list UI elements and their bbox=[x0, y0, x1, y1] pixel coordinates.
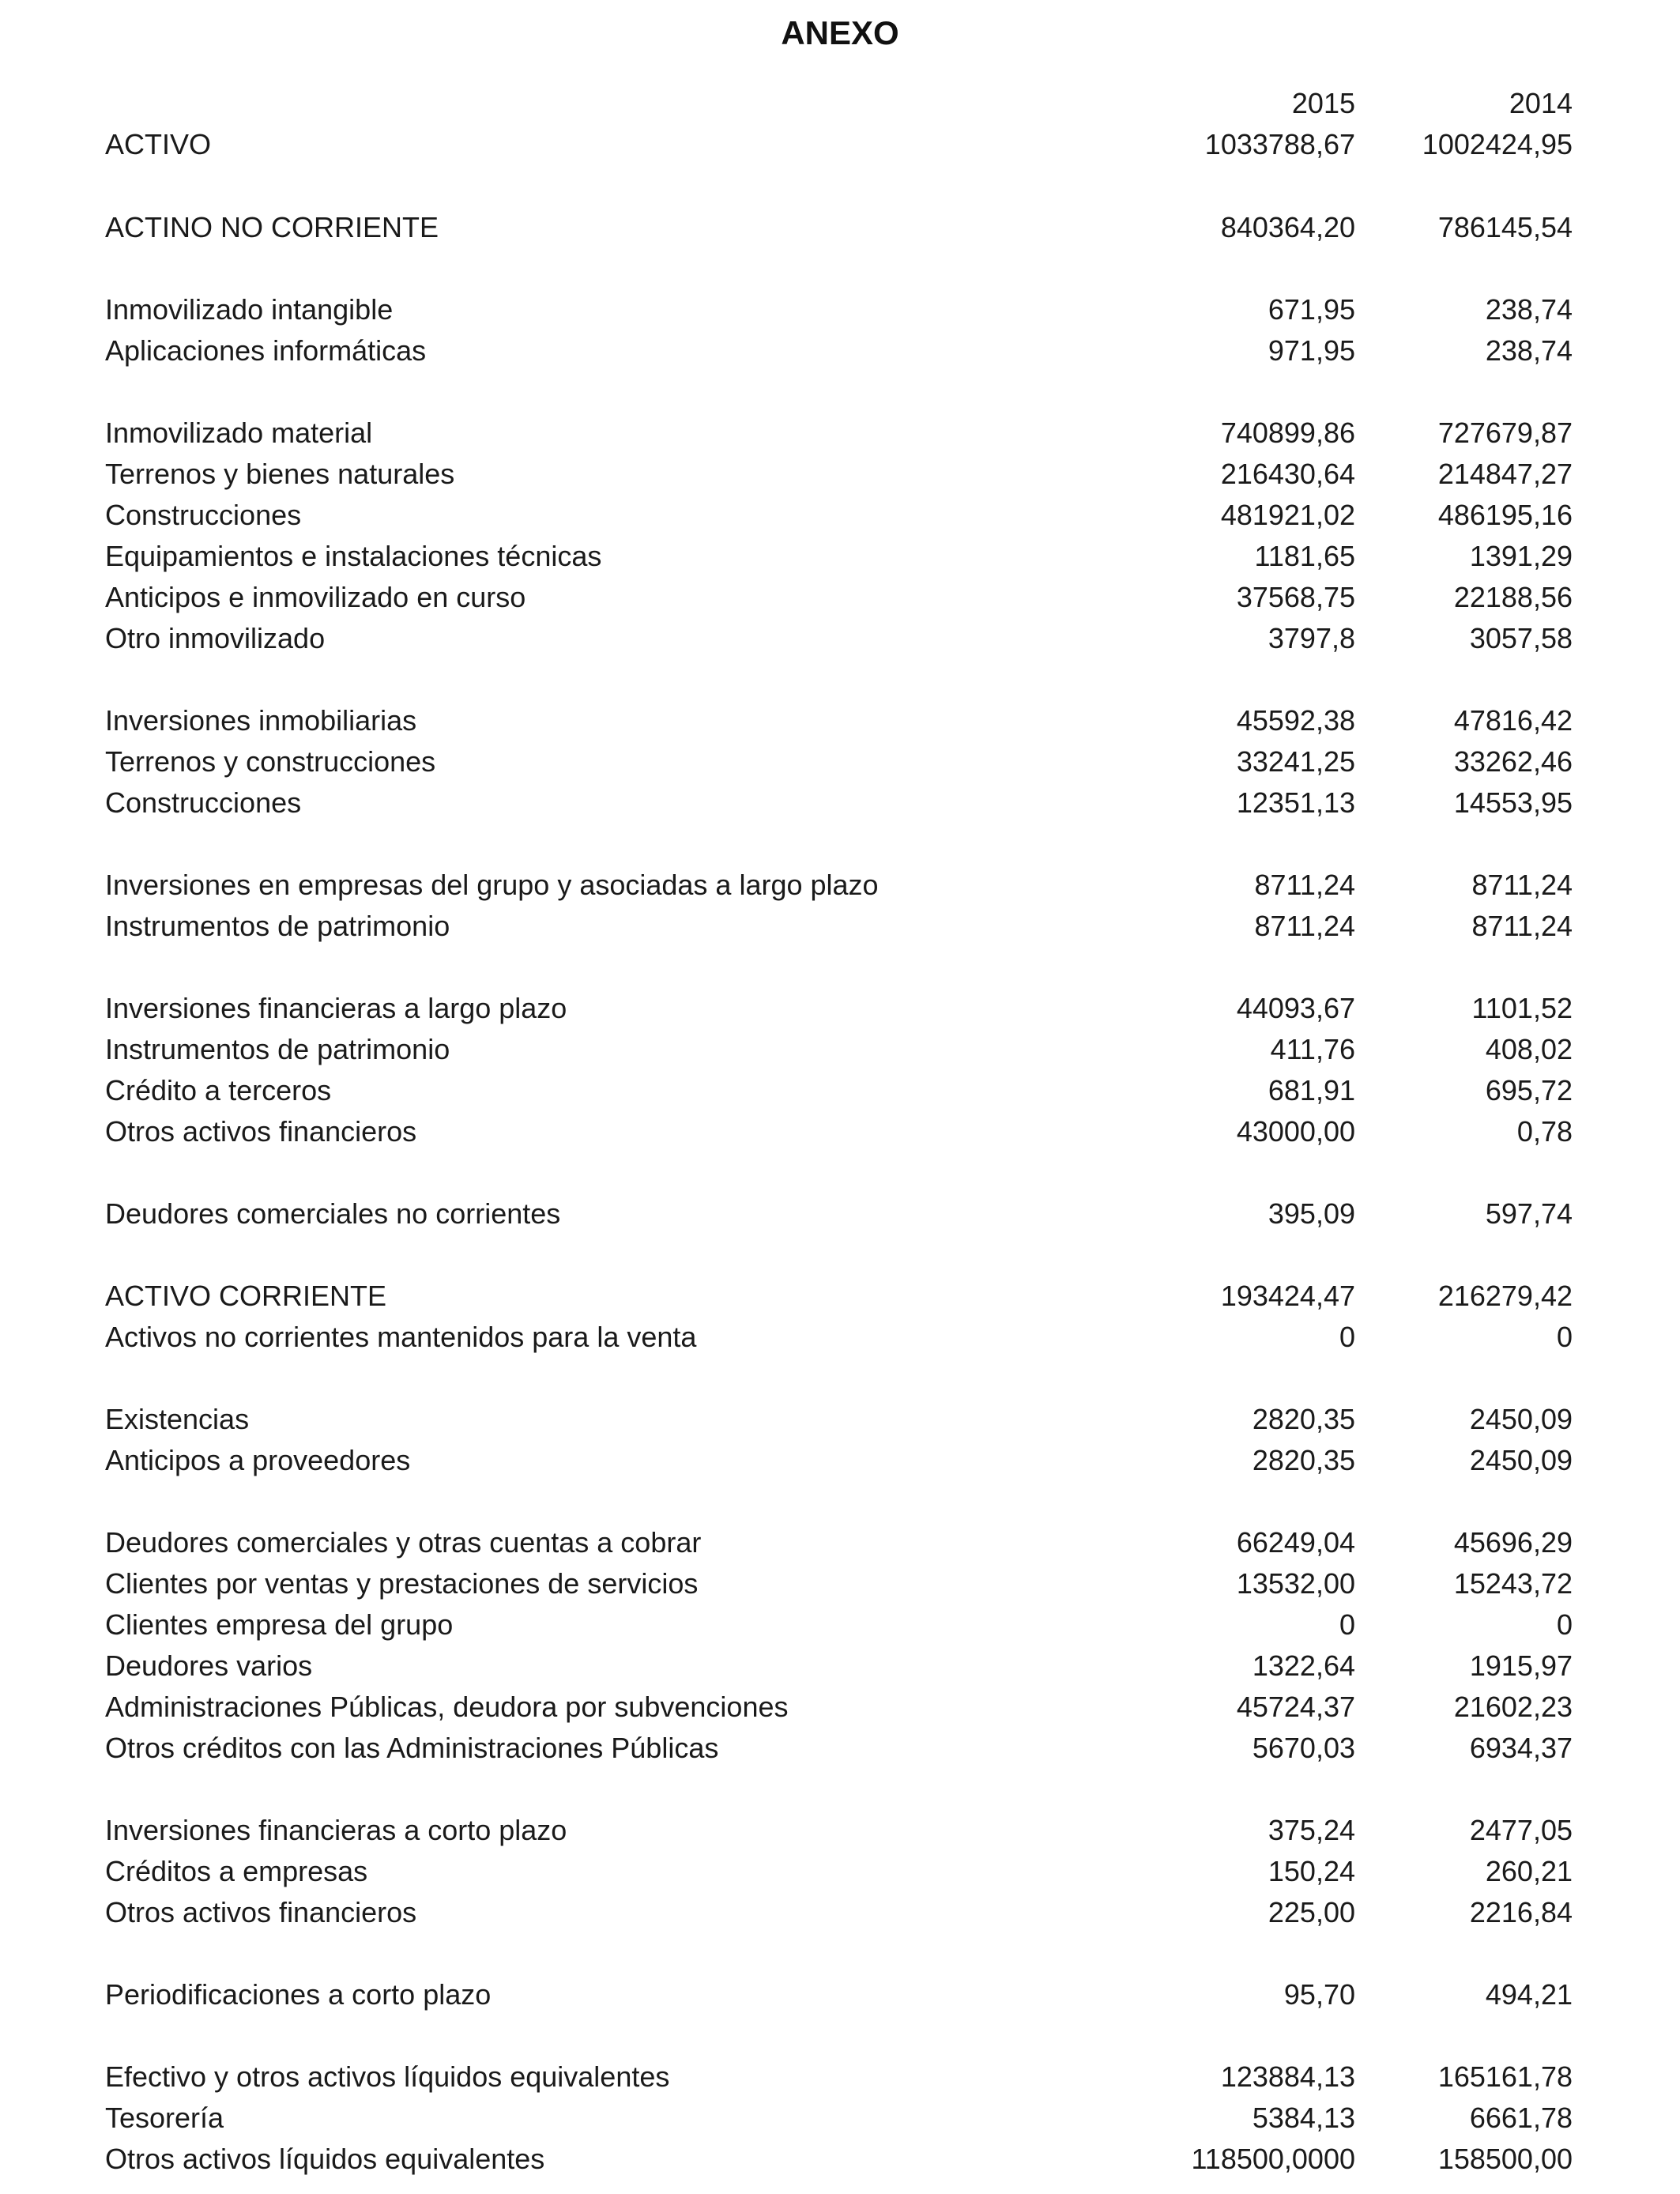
table-row bbox=[0, 2056, 1680, 2098]
value-2015: 681,91 bbox=[1268, 1074, 1355, 1106]
value-2015: 150,24 bbox=[1268, 1855, 1355, 1887]
value-2015: 0 bbox=[1339, 1321, 1355, 1353]
value-2015: 44093,67 bbox=[1236, 992, 1355, 1024]
table-row bbox=[0, 906, 1680, 947]
value-2015: 1181,65 bbox=[1254, 540, 1355, 572]
row-label: Otros activos financieros bbox=[105, 1896, 417, 1928]
table-row bbox=[0, 577, 1680, 618]
row-label: Inversiones en empresas del grupo y asociadas a largo plazo bbox=[105, 869, 879, 901]
value-2014: 14553,95 bbox=[1453, 786, 1573, 819]
value-2014: 1002424,95 bbox=[1422, 128, 1573, 160]
value-2014: 165161,78 bbox=[1437, 2060, 1573, 2093]
row-label: Otros activos líquidos equivalentes bbox=[105, 2143, 545, 2175]
value-2014: 8711,24 bbox=[1471, 869, 1573, 901]
row-label: Terrenos y construcciones bbox=[105, 745, 436, 778]
value-2014: 8711,24 bbox=[1471, 910, 1573, 942]
table-row bbox=[0, 1029, 1680, 1070]
table-row bbox=[0, 1687, 1680, 1728]
value-2015: 95,70 bbox=[1283, 1978, 1355, 2011]
row-label: Equipamientos e instalaciones técnicas bbox=[105, 540, 602, 572]
value-2015: 5384,13 bbox=[1252, 2102, 1355, 2134]
value-2014: 238,74 bbox=[1485, 334, 1573, 367]
row-label: Anticipos e inmovilizado en curso bbox=[105, 581, 526, 613]
value-2015: 1033788,67 bbox=[1204, 128, 1355, 160]
table-row bbox=[0, 618, 1680, 659]
row-label: Créditos a empresas bbox=[105, 1855, 368, 1887]
value-2014: 6934,37 bbox=[1469, 1732, 1573, 1764]
value-2015: 37568,75 bbox=[1236, 581, 1355, 613]
table-row bbox=[0, 865, 1680, 906]
value-2015: 13532,00 bbox=[1236, 1567, 1355, 1600]
table-row bbox=[0, 495, 1680, 536]
table-row bbox=[0, 536, 1680, 577]
table-row bbox=[0, 1646, 1680, 1687]
table-row bbox=[0, 1728, 1680, 1769]
table-row bbox=[0, 1440, 1680, 1481]
value-2015: 411,76 bbox=[1270, 1033, 1355, 1065]
row-label: Inmovilizado material bbox=[105, 417, 373, 449]
table-row bbox=[0, 700, 1680, 741]
value-2014: 15243,72 bbox=[1453, 1567, 1573, 1600]
value-2014: 158500,00 bbox=[1437, 2143, 1573, 2175]
table-row bbox=[0, 741, 1680, 782]
value-2014: 238,74 bbox=[1485, 293, 1573, 326]
table-row bbox=[0, 454, 1680, 495]
value-2014: 0 bbox=[1556, 1321, 1573, 1353]
table-row bbox=[0, 1810, 1680, 1851]
value-2014: 2477,05 bbox=[1469, 1814, 1573, 1846]
table-row bbox=[0, 1070, 1680, 1111]
row-label: Administraciones Públicas, deudora por subvenciones bbox=[105, 1691, 789, 1723]
value-2014: 214847,27 bbox=[1437, 458, 1573, 490]
value-2015: 43000,00 bbox=[1236, 1115, 1355, 1148]
row-label: Deudores varios bbox=[105, 1649, 313, 1682]
value-2015: 8711,24 bbox=[1254, 910, 1355, 942]
table-row bbox=[0, 1111, 1680, 1152]
row-label: Aplicaciones informáticas bbox=[105, 334, 427, 367]
table-row bbox=[0, 1563, 1680, 1604]
row-label: Deudores comerciales no corrientes bbox=[105, 1197, 561, 1230]
value-2015: 481921,02 bbox=[1220, 499, 1355, 531]
row-label: Activos no corrientes mantenidos para la venta bbox=[105, 1321, 697, 1353]
table-row bbox=[0, 1193, 1680, 1235]
row-label: Inmovilizado intangible bbox=[105, 293, 394, 326]
value-2014: 3057,58 bbox=[1469, 622, 1573, 654]
value-2014: 2450,09 bbox=[1469, 1444, 1573, 1476]
value-2015: 0 bbox=[1339, 1608, 1355, 1641]
value-2015: 66249,04 bbox=[1236, 1526, 1355, 1559]
value-2015: 8711,24 bbox=[1254, 869, 1355, 901]
value-2014: 597,74 bbox=[1485, 1197, 1573, 1230]
value-2014: 216279,42 bbox=[1437, 1280, 1573, 1312]
table-row bbox=[0, 782, 1680, 824]
row-label: Existencias bbox=[105, 1403, 250, 1435]
table-row bbox=[0, 1317, 1680, 1358]
table-row bbox=[0, 1399, 1680, 1440]
document-title: ANEXO bbox=[781, 14, 899, 51]
row-label: Clientes por ventas y prestaciones de servicios bbox=[105, 1567, 699, 1600]
row-label: ACTIVO CORRIENTE bbox=[105, 1280, 387, 1312]
row-label: Periodificaciones a corto plazo bbox=[105, 1978, 492, 2011]
table-row bbox=[0, 2139, 1680, 2180]
value-2014: 486195,16 bbox=[1437, 499, 1573, 531]
value-2015: 2820,35 bbox=[1252, 1403, 1355, 1435]
table-row bbox=[0, 1892, 1680, 1933]
value-2015: 12351,13 bbox=[1236, 786, 1355, 819]
table-row bbox=[0, 289, 1680, 330]
value-2014: 21602,23 bbox=[1453, 1691, 1573, 1723]
value-2015: 395,09 bbox=[1268, 1197, 1355, 1230]
value-2015: 45724,37 bbox=[1236, 1691, 1355, 1723]
row-label: Construcciones bbox=[105, 499, 302, 531]
table-row bbox=[0, 330, 1680, 371]
value-2014: 33262,46 bbox=[1453, 745, 1573, 778]
table-row bbox=[0, 207, 1680, 248]
row-label: Deudores comerciales y otras cuentas a cobrar bbox=[105, 1526, 702, 1559]
value-2014: 6661,78 bbox=[1469, 2102, 1573, 2134]
value-2014: 1101,52 bbox=[1471, 992, 1573, 1024]
value-2014: 47816,42 bbox=[1453, 704, 1573, 737]
value-2014: 408,02 bbox=[1485, 1033, 1573, 1065]
table-row bbox=[0, 2098, 1680, 2139]
row-label: Construcciones bbox=[105, 786, 302, 819]
value-2015: 671,95 bbox=[1268, 293, 1355, 326]
value-2014: 260,21 bbox=[1485, 1855, 1573, 1887]
row-label: Otro inmovilizado bbox=[105, 622, 326, 654]
value-2015: 840364,20 bbox=[1220, 211, 1355, 243]
row-label: Efectivo y otros activos líquidos equivalentes bbox=[105, 2060, 670, 2093]
row-label: Inversiones inmobiliarias bbox=[105, 704, 417, 737]
value-2015: 3797,8 bbox=[1268, 622, 1355, 654]
table-row bbox=[0, 1604, 1680, 1646]
value-2015: 216430,64 bbox=[1220, 458, 1355, 490]
table-row bbox=[0, 1522, 1680, 1563]
row-label: Terrenos y bienes naturales bbox=[105, 458, 455, 490]
row-label: Otros activos financieros bbox=[105, 1115, 417, 1148]
value-2015: 375,24 bbox=[1268, 1814, 1355, 1846]
value-2014: 695,72 bbox=[1485, 1074, 1573, 1106]
value-2015: 971,95 bbox=[1268, 334, 1355, 367]
row-label: Inversiones financieras a largo plazo bbox=[105, 992, 567, 1024]
value-2014: 0,78 bbox=[1516, 1115, 1573, 1148]
table-row bbox=[0, 124, 1680, 165]
value-2014: 45696,29 bbox=[1453, 1526, 1573, 1559]
row-label: Clientes empresa del grupo bbox=[105, 1608, 454, 1641]
value-2014: 494,21 bbox=[1485, 1978, 1573, 2011]
value-2015: 118500,0000 bbox=[1191, 2143, 1355, 2175]
value-2014: 2450,09 bbox=[1469, 1403, 1573, 1435]
value-2015: 123884,13 bbox=[1220, 2060, 1355, 2093]
row-label: Otros créditos con las Administraciones Públicas bbox=[105, 1732, 719, 1764]
value-2015: 2820,35 bbox=[1252, 1444, 1355, 1476]
value-2015: 5670,03 bbox=[1252, 1732, 1355, 1764]
row-label: Instrumentos de patrimonio bbox=[105, 1033, 450, 1065]
row-label: Crédito a terceros bbox=[105, 1074, 332, 1106]
value-2015: 193424,47 bbox=[1220, 1280, 1355, 1312]
value-2014: 2216,84 bbox=[1469, 1896, 1573, 1928]
column-header-year-1: 2015 bbox=[1291, 87, 1355, 119]
value-2015: 33241,25 bbox=[1236, 745, 1355, 778]
row-label: Inversiones financieras a corto plazo bbox=[105, 1814, 567, 1846]
value-2014: 22188,56 bbox=[1453, 581, 1573, 613]
row-label: Anticipos a proveedores bbox=[105, 1444, 411, 1476]
column-header-year-2: 2014 bbox=[1509, 87, 1573, 119]
value-2015: 740899,86 bbox=[1220, 417, 1355, 449]
table-row bbox=[0, 1276, 1680, 1317]
row-label: ACTIVO bbox=[105, 128, 212, 160]
value-2014: 727679,87 bbox=[1437, 417, 1573, 449]
value-2014: 1915,97 bbox=[1469, 1649, 1573, 1682]
table-row bbox=[0, 1974, 1680, 2015]
value-2014: 1391,29 bbox=[1469, 540, 1573, 572]
row-label: ACTINO NO CORRIENTE bbox=[105, 211, 439, 243]
value-2014: 786145,54 bbox=[1437, 211, 1573, 243]
table-row bbox=[0, 1851, 1680, 1892]
value-2015: 225,00 bbox=[1268, 1896, 1355, 1928]
row-label: Instrumentos de patrimonio bbox=[105, 910, 450, 942]
row-label: Tesorería bbox=[105, 2102, 224, 2134]
value-2015: 45592,38 bbox=[1236, 704, 1355, 737]
table-row bbox=[0, 988, 1680, 1029]
value-2015: 1322,64 bbox=[1252, 1649, 1355, 1682]
value-2014: 0 bbox=[1556, 1608, 1573, 1641]
table-row bbox=[0, 413, 1680, 454]
